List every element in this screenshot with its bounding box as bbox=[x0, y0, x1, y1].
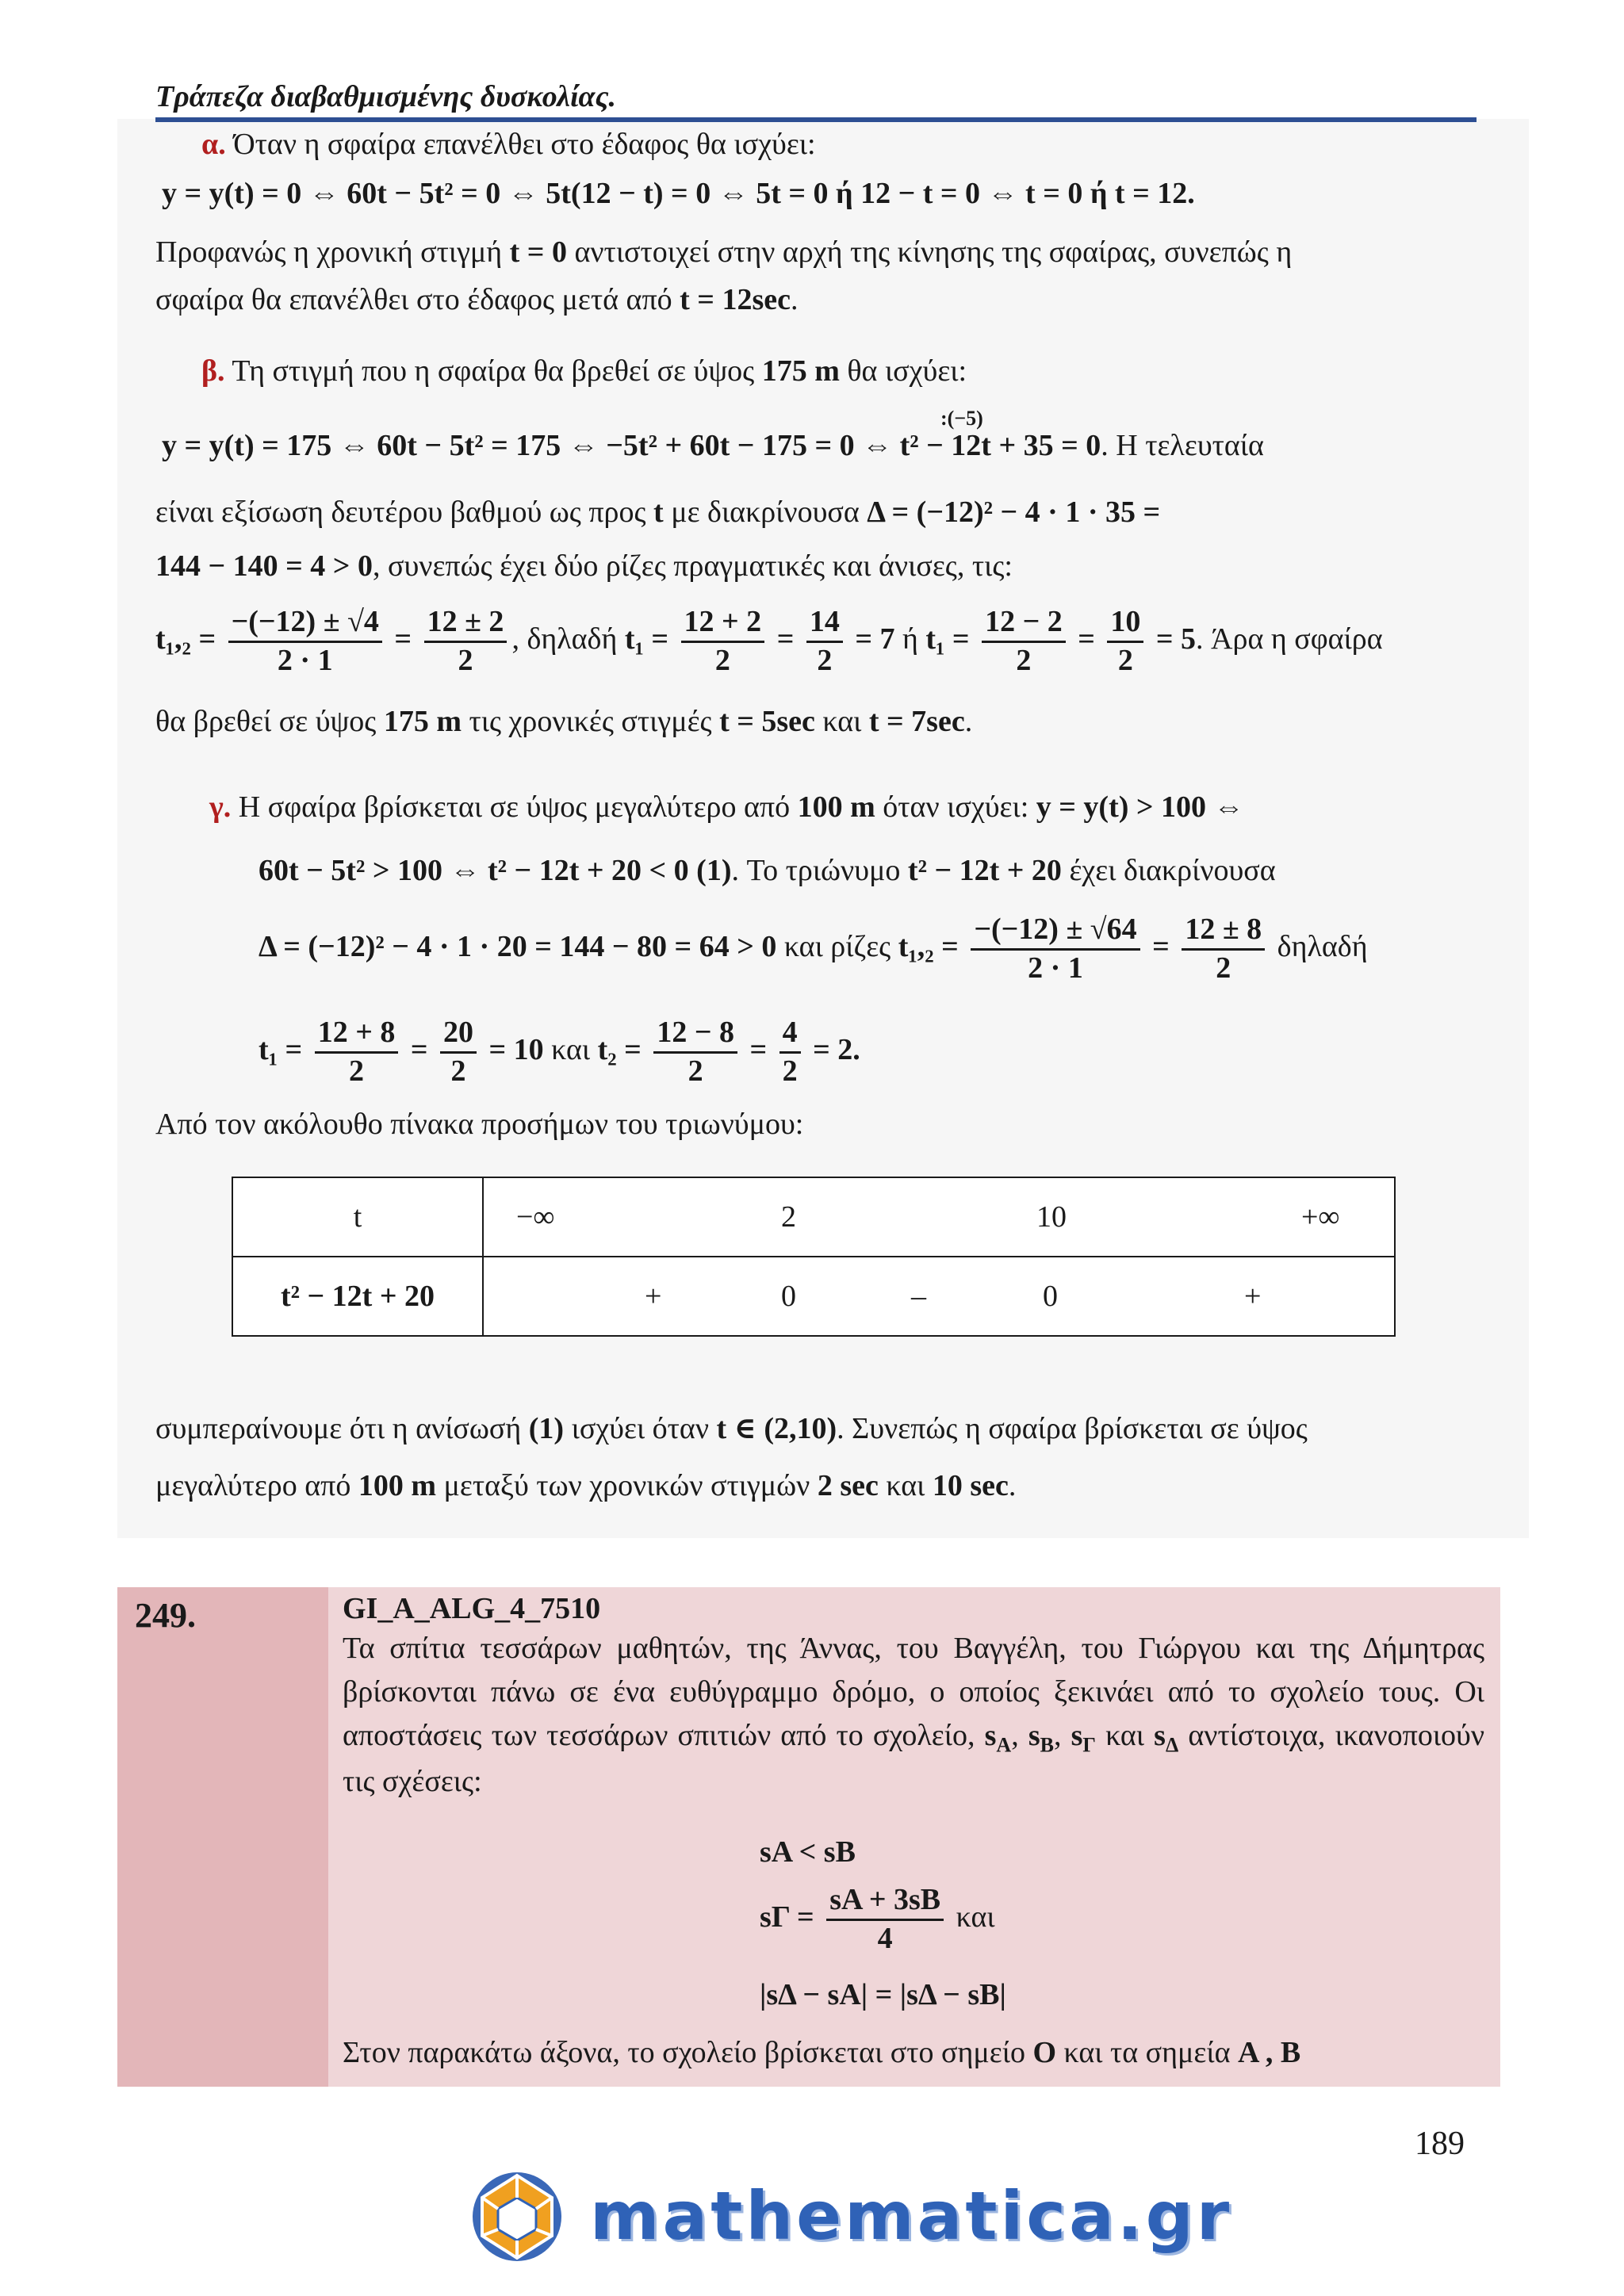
part-c-frac6-den: 2 bbox=[782, 1054, 798, 1088]
part-c-frac5-den: 2 bbox=[688, 1054, 703, 1088]
exercise-text2: αντίστοιχα, ικανοποιούν τις σχέσεις: bbox=[343, 1719, 1485, 1799]
sign-zero-1: 0 bbox=[781, 1280, 796, 1313]
part-c-t2-label: t₂ = bbox=[597, 1032, 642, 1066]
sign-minus-inf: −∞ bbox=[516, 1200, 555, 1234]
part-b-frac2 bbox=[424, 604, 508, 679]
part-b-t1b-value: = 5 bbox=[1155, 622, 1197, 656]
part-b-roots-text: , συνεπώς έχει δύο ρίζες πραγματικές και άνισες, τις: bbox=[372, 549, 1013, 583]
part-b-frac6 bbox=[1107, 604, 1143, 679]
part-b-frac3-num: 12 + 2 bbox=[681, 604, 765, 643]
part-c-concl1: συμπεραίνουμε ότι η ανίσωσή bbox=[155, 1412, 522, 1445]
exercise-sD bbox=[1154, 1719, 1179, 1757]
part-c-frac2 bbox=[1182, 912, 1265, 986]
part-c-s10: 10 sec bbox=[932, 1469, 1009, 1502]
part-c-frac1 bbox=[971, 912, 1139, 986]
part-c-frac3 bbox=[315, 1015, 399, 1089]
part-c-frac4-num: 20 bbox=[440, 1015, 477, 1054]
exercise-sA bbox=[984, 1719, 1012, 1757]
part-b-divisor-note: :(−5) bbox=[940, 407, 983, 430]
part-c-tri: t² − 12t + 20 bbox=[907, 854, 1062, 887]
part-c-table-intro: Από τον ακόλουθο πίνακα προσήμων του τριωνύμου: bbox=[155, 1108, 804, 1141]
exercise-sA-s: s bbox=[984, 1719, 997, 1753]
part-c-intro: Η σφαίρα βρίσκεται σε ύψος μεγαλύτερο από bbox=[238, 790, 791, 824]
part-b-intro-end: θα ισχύει: bbox=[847, 354, 967, 388]
sign-zero-2: 0 bbox=[1043, 1280, 1058, 1313]
part-b-t1a-label: t₁ = bbox=[624, 622, 669, 656]
exercise-sB bbox=[1028, 1719, 1054, 1757]
part-c-frac2-num: 12 ± 8 bbox=[1182, 912, 1265, 951]
part-b-disc-text: είναι εξίσωση δευτέρου βαθμού ως προς bbox=[155, 496, 646, 529]
exercise-sD-s: s bbox=[1154, 1719, 1166, 1753]
part-c-concl2: ισχύει όταν bbox=[571, 1412, 710, 1445]
polyhedron-icon bbox=[466, 2169, 569, 2264]
exercise-comma-1: , bbox=[1011, 1719, 1019, 1753]
part-b-frac1 bbox=[228, 604, 382, 679]
exercise-rel2-den: 4 bbox=[877, 1921, 893, 1955]
part-a-label: α. bbox=[201, 128, 226, 161]
part-c-and1: και bbox=[551, 1032, 591, 1066]
part-c-ineq-line bbox=[259, 853, 1276, 890]
sign-table-values-t bbox=[483, 1177, 1395, 1257]
exercise-number-cell bbox=[117, 1587, 328, 2087]
part-c-concl-line2 bbox=[155, 1468, 1016, 1505]
part-c-tri-text: . Το τριώνυμο bbox=[731, 854, 901, 887]
part-b-t12-label: t₁,₂ = bbox=[155, 622, 216, 656]
exercise-number: 249. bbox=[135, 1596, 196, 1635]
exercise-rel2-num: sA + 3sB bbox=[826, 1882, 944, 1921]
part-c-roots-line: t₁ = $\frac{12 + 8}{2}$ = $\frac{20}{2}$ = 10 και t₂ = $\frac{12 - 8}{2}$ = $\frac{4}{2}$ = 2. bbox=[259, 1015, 860, 1089]
part-b-equation-line bbox=[162, 428, 1264, 465]
part-a-t0: t = 0 bbox=[509, 235, 567, 269]
part-b-end: . bbox=[964, 705, 973, 738]
part-a-intro: Όταν η σφαίρα επανέλθει στο έδαφος θα ισχύει: bbox=[233, 128, 816, 161]
exercise-sA-sub: A bbox=[996, 1733, 1012, 1757]
exercise-point-o: O bbox=[1032, 2036, 1057, 2069]
exercise-relation-2 bbox=[760, 1882, 995, 1957]
exercise-rel2-tail: και bbox=[956, 1900, 995, 1934]
header-title: Τράπεζα διαβαθμισμένης δυσκολίας. bbox=[155, 80, 617, 113]
part-c-dilady: δηλαδή bbox=[1277, 929, 1368, 963]
sign-table bbox=[232, 1177, 1396, 1337]
sign-table-row-t bbox=[232, 1177, 1395, 1257]
exercise-axis-line bbox=[343, 2031, 1484, 2075]
part-b-intro-line bbox=[201, 354, 967, 390]
exercise-comma-2: , bbox=[1053, 1719, 1062, 1753]
sign-plus-1: + bbox=[645, 1280, 662, 1313]
sign-minus: – bbox=[911, 1280, 926, 1313]
part-b-conclusion-h: 175 m bbox=[383, 705, 462, 738]
part-b-frac1-num: −(−12) ± √4 bbox=[228, 604, 382, 643]
part-b-frac4 bbox=[806, 604, 843, 679]
exercise-code: GI_A_ALG_4_7510 bbox=[343, 1592, 601, 1625]
part-b-frac2-den: 2 bbox=[458, 643, 473, 677]
part-c-disc-expr: Δ = (−12)² − 4 · 1 · 20 = bbox=[259, 929, 552, 963]
part-c-frac6-num: 4 bbox=[779, 1015, 801, 1054]
part-c-interval: t ∈ (2,10) bbox=[716, 1412, 837, 1445]
sign-plus-2: + bbox=[1244, 1280, 1262, 1313]
part-c-concl5: μεταξύ των χρονικών στιγμών bbox=[443, 1469, 810, 1502]
sign-root-10: 10 bbox=[1036, 1200, 1067, 1234]
exercise-sG-s: s bbox=[1071, 1719, 1083, 1753]
part-b-frac5-num: 12 − 2 bbox=[982, 604, 1066, 643]
part-c-frac6 bbox=[779, 1015, 801, 1089]
part-b-conclusion-line bbox=[155, 704, 972, 740]
part-b-or: ή bbox=[902, 622, 918, 656]
part-b-and: και bbox=[822, 705, 862, 738]
part-a-text2: αντιστοιχεί στην αρχή της κίνησης της σφαίρας, συνεπώς η bbox=[574, 235, 1293, 269]
part-c-disc-line: Δ = (−12)² − 4 · 1 · 20 = 144 − 80 = 64 > 0 και ρίζες t₁,₂ = $\frac{-(-12) \pm √64}{2 \cdot 1}$ = $\frac{12 \pm 8}{2}$ δηλαδή bbox=[259, 912, 1368, 986]
part-b-tb: t = 7sec bbox=[868, 705, 965, 738]
part-a-t12: t = 12sec bbox=[680, 283, 791, 316]
sign-plus-inf: +∞ bbox=[1301, 1200, 1340, 1234]
part-c-ineq: 60t − 5t² > 100 ⇔ t² − 12t + 20 < 0 bbox=[259, 854, 689, 887]
part-b-dilady: , δηλαδή bbox=[511, 622, 618, 656]
part-c-frac1-den: 2 · 1 bbox=[1028, 951, 1083, 985]
mathematica-logo[interactable] bbox=[466, 2169, 1233, 2264]
exercise-sD-sub: Δ bbox=[1165, 1733, 1179, 1757]
part-c-frac1-num: −(−12) ± √64 bbox=[971, 912, 1139, 951]
sign-table-head-t: t bbox=[232, 1177, 483, 1257]
part-b-conclusion-tail: . Άρα η σφαίρα bbox=[1196, 622, 1383, 656]
part-c-concl-tag: (1) bbox=[528, 1412, 565, 1445]
exercise-paragraph bbox=[343, 1627, 1484, 1804]
part-c-ineq-tag: (1) bbox=[696, 854, 732, 887]
part-b-frac5 bbox=[982, 604, 1066, 679]
part-c-frac4 bbox=[440, 1015, 477, 1089]
part-b-roots-line bbox=[155, 549, 1013, 585]
part-c-t2-value: = 2. bbox=[813, 1032, 860, 1066]
part-c-intro-line bbox=[209, 790, 1244, 826]
part-b-frac2-num: 12 ± 2 bbox=[424, 604, 508, 643]
part-c-end: . bbox=[1008, 1469, 1017, 1502]
part-b-frac3-den: 2 bbox=[714, 643, 730, 677]
part-b-t1b-label: t₁ = bbox=[925, 622, 970, 656]
part-a-text-line1 bbox=[155, 235, 1292, 271]
exercise-text1: Τα σπίτια τεσσάρων μαθητών, της Άννας, του Βαγγέλη, του Γιώργου και της Δήμητρας βρίσκονται πάνω σε ένα ευθύγραμμο δρόμο, ο οποίος ξεκινάει από το σχολείο τους. Οι αποστάσεις των τεσσάρων σπιτιών από το σχολείο, bbox=[343, 1632, 1484, 1753]
sign-table-row-poly bbox=[232, 1257, 1395, 1336]
part-c-t1-label: t₁ = bbox=[259, 1032, 303, 1066]
sign-table-values-poly bbox=[483, 1257, 1395, 1336]
part-b-frac3 bbox=[681, 604, 765, 679]
exercise-sG-sub: Γ bbox=[1082, 1733, 1096, 1757]
part-c-concl-h: 100 m bbox=[358, 1469, 437, 1502]
exercise-text3: Στον παρακάτω άξονα, το σχολείο βρίσκεται στο σημείο bbox=[343, 2036, 1025, 2069]
part-b-roots-formula: t₁,₂ = $\frac{-(-12) \pm √4}{2 \cdot 1}$ = $\frac{12 \pm 2}{2}$ , δηλαδή t₁ = $\frac{12 + 2}{2}$ = $\frac{14}{2}$ = 7 ή t₁ = $\frac{12 - 2}{2}$ = $\frac{10}{2}$ = 5. Άρα η σφαίρα bbox=[155, 604, 1383, 679]
part-b-disc-text2: με διακρίνουσα bbox=[671, 496, 860, 529]
part-b-frac4-num: 14 bbox=[806, 604, 843, 643]
part-c-intro2: όταν ισχύει: bbox=[883, 790, 1029, 824]
part-c-t12-label: t₁,₂ = bbox=[898, 929, 959, 963]
part-c-frac5 bbox=[653, 1015, 737, 1089]
part-b-disc-expr: Δ = (−12)² − 4 · 1 · 35 = bbox=[867, 496, 1161, 529]
part-a-text3: σφαίρα θα επανέλθει στο έδαφος μετά από bbox=[155, 283, 672, 316]
part-c-frac3-num: 12 + 8 bbox=[315, 1015, 399, 1054]
part-b-height: 175 m bbox=[761, 354, 840, 388]
part-c-frac5-num: 12 − 8 bbox=[653, 1015, 737, 1054]
part-c-roots-text: και ρίζες bbox=[783, 929, 891, 963]
part-c-t1-value: = 10 bbox=[488, 1032, 544, 1066]
exercise-sB-sub: B bbox=[1040, 1733, 1054, 1757]
part-c-height: 100 m bbox=[797, 790, 875, 824]
part-c-label: γ. bbox=[209, 790, 232, 824]
part-b-conclusion2: τις χρονικές στιγμές bbox=[469, 705, 712, 738]
part-a-text-line2 bbox=[155, 282, 798, 319]
page-number: 189 bbox=[1415, 2126, 1465, 2162]
sign-root-2: 2 bbox=[781, 1200, 796, 1234]
part-c-concl-line1 bbox=[155, 1411, 1308, 1448]
part-b-eq-tail: . Η τελευταία bbox=[1101, 429, 1264, 462]
part-c-frac2-den: 2 bbox=[1216, 951, 1231, 985]
header-rule bbox=[155, 117, 1477, 122]
part-c-s2: 2 sec bbox=[817, 1469, 879, 1502]
exercise-relation-3: |sΔ − sA| = |sΔ − sB| bbox=[760, 1978, 1006, 2011]
part-c-frac3-den: 2 bbox=[349, 1054, 365, 1088]
part-c-and2: και bbox=[886, 1469, 925, 1502]
part-c-concl3: . Συνεπώς η σφαίρα βρίσκεται σε ύψος bbox=[837, 1412, 1308, 1445]
part-c-frac4-den: 2 bbox=[450, 1054, 466, 1088]
part-b-label: β. bbox=[201, 354, 225, 388]
part-b-conclusion: θα βρεθεί σε ύψος bbox=[155, 705, 377, 738]
exercise-rel2-left: sΓ = bbox=[760, 1900, 814, 1934]
part-c-disc-value: 144 − 80 = 64 > 0 bbox=[559, 929, 777, 963]
part-b-intro: Τη στιγμή που η σφαίρα θα βρεθεί σε ύψος bbox=[232, 354, 755, 388]
part-b-disc-value: 144 − 140 = 4 > 0 bbox=[155, 549, 373, 583]
part-a-equation: y = y(t) = 0 ⇔ 60t − 5t² = 0 ⇔ 5t(12 − t) = 0 ⇔ 5t = 0 ή 12 − t = 0 ⇔ t = 0 ή t = 12. bbox=[162, 177, 1195, 210]
part-b-frac6-num: 10 bbox=[1107, 604, 1143, 643]
part-a-intro-line bbox=[201, 127, 816, 163]
part-c-tri-text2: έχει διακρίνουσα bbox=[1069, 854, 1276, 887]
part-a-end: . bbox=[790, 283, 799, 316]
exercise-text4: και τα σημεία bbox=[1063, 2036, 1231, 2069]
exercise-kai: και bbox=[1105, 1719, 1145, 1753]
exercise-points-ab: A , B bbox=[1237, 2036, 1301, 2069]
logo-text: mathematica.gr bbox=[590, 2177, 1233, 2255]
exercise-relation-1: sA < sB bbox=[760, 1835, 856, 1869]
part-b-equation: y = y(t) = 175 ⇔ 60t − 5t² = 175 ⇔ −5t² + 60t − 175 = 0 ⇔ t² − 12t + 35 = 0 bbox=[162, 429, 1101, 462]
part-a-text1: Προφανώς η χρονική στιγμή bbox=[155, 235, 503, 269]
part-b-frac5-den: 2 bbox=[1016, 643, 1032, 677]
part-b-var: t bbox=[653, 496, 664, 529]
part-b-disc-line bbox=[155, 495, 1160, 531]
exercise-sB-s: s bbox=[1028, 1719, 1040, 1753]
sign-table-head-poly: t² − 12t + 20 bbox=[232, 1257, 483, 1336]
exercise-rel2-frac bbox=[826, 1882, 944, 1957]
part-c-cond: y = y(t) > 100 ⇔ bbox=[1036, 790, 1244, 824]
part-b-frac6-den: 2 bbox=[1117, 643, 1133, 677]
exercise-sG bbox=[1071, 1719, 1096, 1757]
part-b-frac1-den: 2 · 1 bbox=[277, 643, 333, 677]
part-b-frac4-den: 2 bbox=[817, 643, 833, 677]
part-b-t1a-value: = 7 bbox=[855, 622, 895, 656]
part-b-ta: t = 5sec bbox=[719, 705, 815, 738]
part-c-concl4: μεγαλύτερο από bbox=[155, 1469, 351, 1502]
